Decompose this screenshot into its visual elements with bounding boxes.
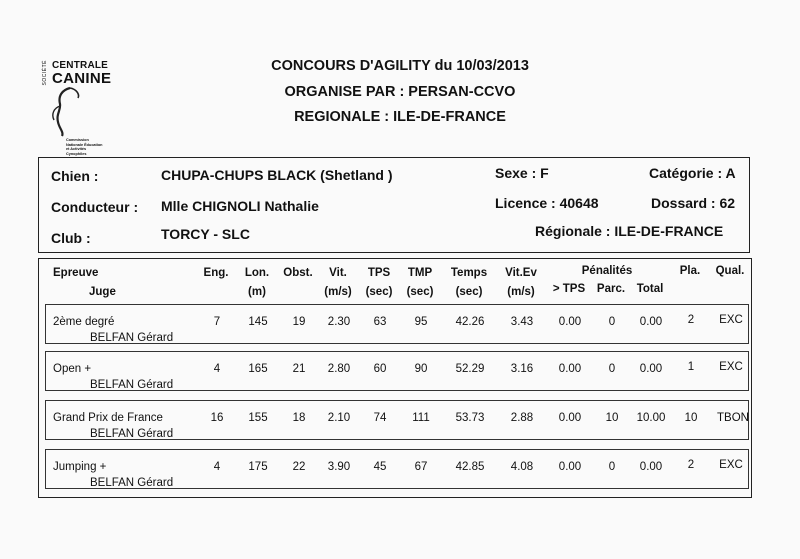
row-tmp: 90 bbox=[414, 363, 428, 375]
row-tps: 63 bbox=[373, 316, 387, 328]
row-juge: BELFAN Gérard bbox=[90, 332, 174, 344]
handler-value: Mlle CHIGNOLI Nathalie bbox=[161, 198, 319, 214]
col-header-total: Total bbox=[636, 283, 664, 295]
logo-commission-text: Commission Nationale Éducation et Activités Cynophiles bbox=[66, 138, 103, 156]
row-tmp: 67 bbox=[414, 461, 428, 473]
competitor-info-box bbox=[38, 157, 750, 253]
licence-field: Licence : 40648 bbox=[495, 195, 599, 211]
results-table bbox=[38, 258, 752, 498]
row-eng: 16 bbox=[210, 412, 224, 424]
row-ptps: 0.00 bbox=[558, 412, 582, 424]
col-header-lon: Lon. bbox=[244, 267, 270, 279]
table-row bbox=[45, 400, 749, 440]
col-header-penalites: Pénalités bbox=[581, 265, 633, 277]
row-total: 0.00 bbox=[639, 461, 663, 473]
row-total: 0.00 bbox=[639, 363, 663, 375]
col-header-tmp: TMP bbox=[407, 267, 433, 279]
table-row bbox=[45, 351, 749, 391]
col-header-juge: Juge bbox=[89, 286, 116, 298]
row-epreuve: 2ème degré bbox=[53, 316, 115, 328]
row-tmp: 111 bbox=[412, 412, 430, 424]
regional-header: REGIONALE : ILE-DE-FRANCE bbox=[294, 109, 506, 125]
row-total: 0.00 bbox=[639, 316, 663, 328]
row-vit: 3.90 bbox=[327, 461, 351, 473]
table-row bbox=[45, 304, 749, 344]
row-vitev: 4.08 bbox=[510, 461, 534, 473]
row-vitev: 3.43 bbox=[510, 316, 534, 328]
col-header-qual: Qual. bbox=[715, 265, 745, 277]
row-total: 10.00 bbox=[636, 412, 666, 424]
regional-field: Régionale : ILE-DE-FRANCE bbox=[535, 223, 724, 239]
bib-field: Dossard : 62 bbox=[651, 195, 736, 211]
row-pla: 2 bbox=[687, 314, 695, 326]
row-tps: 60 bbox=[373, 363, 387, 375]
col-header-obst: Obst. bbox=[283, 267, 313, 279]
organizer: ORGANISE PAR : PERSAN-CCVO bbox=[284, 84, 516, 100]
row-epreuve: Grand Prix de France bbox=[53, 412, 163, 424]
row-lon: 155 bbox=[248, 412, 268, 424]
row-vit: 2.30 bbox=[327, 316, 351, 328]
row-epreuve: Jumping + bbox=[53, 461, 107, 473]
row-pla: 2 bbox=[687, 459, 695, 471]
col-header-epreuve: Epreuve bbox=[53, 267, 99, 279]
col-header-vit-unit: (m/s) bbox=[324, 286, 352, 298]
logo-line2: CANINE bbox=[52, 70, 112, 87]
col-header-tmp-unit: (sec) bbox=[406, 286, 434, 298]
col-header-temps: Temps bbox=[450, 267, 488, 279]
col-header-ptps: > TPS bbox=[552, 283, 586, 295]
row-obst: 21 bbox=[292, 363, 306, 375]
handler-label: Conducteur : bbox=[51, 199, 139, 215]
row-lon: 175 bbox=[248, 461, 268, 473]
col-header-tps-unit: (sec) bbox=[365, 286, 393, 298]
row-qual: EXC bbox=[719, 314, 743, 326]
dog-value: CHUPA-CHUPS BLACK (Shetland ) bbox=[161, 167, 393, 183]
row-obst: 18 bbox=[292, 412, 306, 424]
logo-line1: CENTRALE bbox=[52, 60, 109, 71]
row-epreuve: Open + bbox=[53, 363, 92, 375]
row-qual: EXC bbox=[719, 459, 743, 471]
row-parc: 0 bbox=[608, 363, 616, 375]
row-vitev: 2.88 bbox=[510, 412, 534, 424]
row-parc: 0 bbox=[608, 461, 616, 473]
row-obst: 22 bbox=[292, 461, 306, 473]
row-ptps: 0.00 bbox=[558, 363, 582, 375]
dog-label: Chien : bbox=[51, 168, 99, 184]
club-value: TORCY - SLC bbox=[161, 226, 250, 242]
row-parc: 10 bbox=[605, 412, 619, 424]
row-obst: 19 bbox=[292, 316, 306, 328]
logo-vertical-text: SOCIÉTÉ bbox=[42, 60, 48, 86]
row-temps: 42.85 bbox=[455, 461, 485, 473]
col-header-pla: Pla. bbox=[679, 265, 701, 277]
row-pla: 10 bbox=[684, 412, 698, 424]
row-eng: 4 bbox=[213, 363, 221, 375]
row-tmp: 95 bbox=[414, 316, 428, 328]
scc-logo bbox=[42, 58, 112, 168]
col-header-lon-unit: (m) bbox=[248, 286, 266, 298]
row-temps: 42.26 bbox=[455, 316, 485, 328]
row-temps: 52.29 bbox=[455, 363, 485, 375]
row-ptps: 0.00 bbox=[558, 316, 582, 328]
row-lon: 165 bbox=[248, 363, 268, 375]
col-header-parc: Parc. bbox=[596, 283, 626, 295]
col-header-eng: Eng. bbox=[203, 267, 229, 279]
row-lon: 145 bbox=[248, 316, 268, 328]
contest-title: CONCOURS D'AGILITY du 10/03/2013 bbox=[271, 58, 529, 74]
club-label: Club : bbox=[51, 230, 91, 246]
row-pla: 1 bbox=[687, 361, 695, 373]
row-tps: 74 bbox=[373, 412, 387, 424]
category-field: Catégorie : A bbox=[649, 165, 736, 181]
row-vit: 2.10 bbox=[327, 412, 351, 424]
col-header-vit: Vit. bbox=[329, 267, 347, 279]
col-header-vitev-unit: (m/s) bbox=[507, 286, 535, 298]
sex-field: Sexe : F bbox=[495, 165, 549, 181]
row-qual: TBON bbox=[717, 412, 749, 424]
col-header-temps-unit: (sec) bbox=[455, 286, 483, 298]
row-parc: 0 bbox=[608, 316, 616, 328]
row-vit: 2.80 bbox=[327, 363, 351, 375]
row-eng: 4 bbox=[213, 461, 221, 473]
dog-silhouette-icon bbox=[48, 86, 88, 138]
col-header-vitev: Vit.Ev bbox=[505, 267, 537, 279]
row-juge: BELFAN Gérard bbox=[90, 379, 174, 391]
row-ptps: 0.00 bbox=[558, 461, 582, 473]
table-row bbox=[45, 449, 749, 489]
row-juge: BELFAN Gérard bbox=[90, 477, 174, 489]
col-header-tps: TPS bbox=[367, 267, 391, 279]
row-vitev: 3.16 bbox=[510, 363, 534, 375]
row-juge: BELFAN Gérard bbox=[90, 428, 174, 440]
row-eng: 7 bbox=[213, 316, 221, 328]
row-qual: EXC bbox=[719, 361, 743, 373]
row-temps: 53.73 bbox=[455, 412, 485, 424]
row-tps: 45 bbox=[373, 461, 387, 473]
